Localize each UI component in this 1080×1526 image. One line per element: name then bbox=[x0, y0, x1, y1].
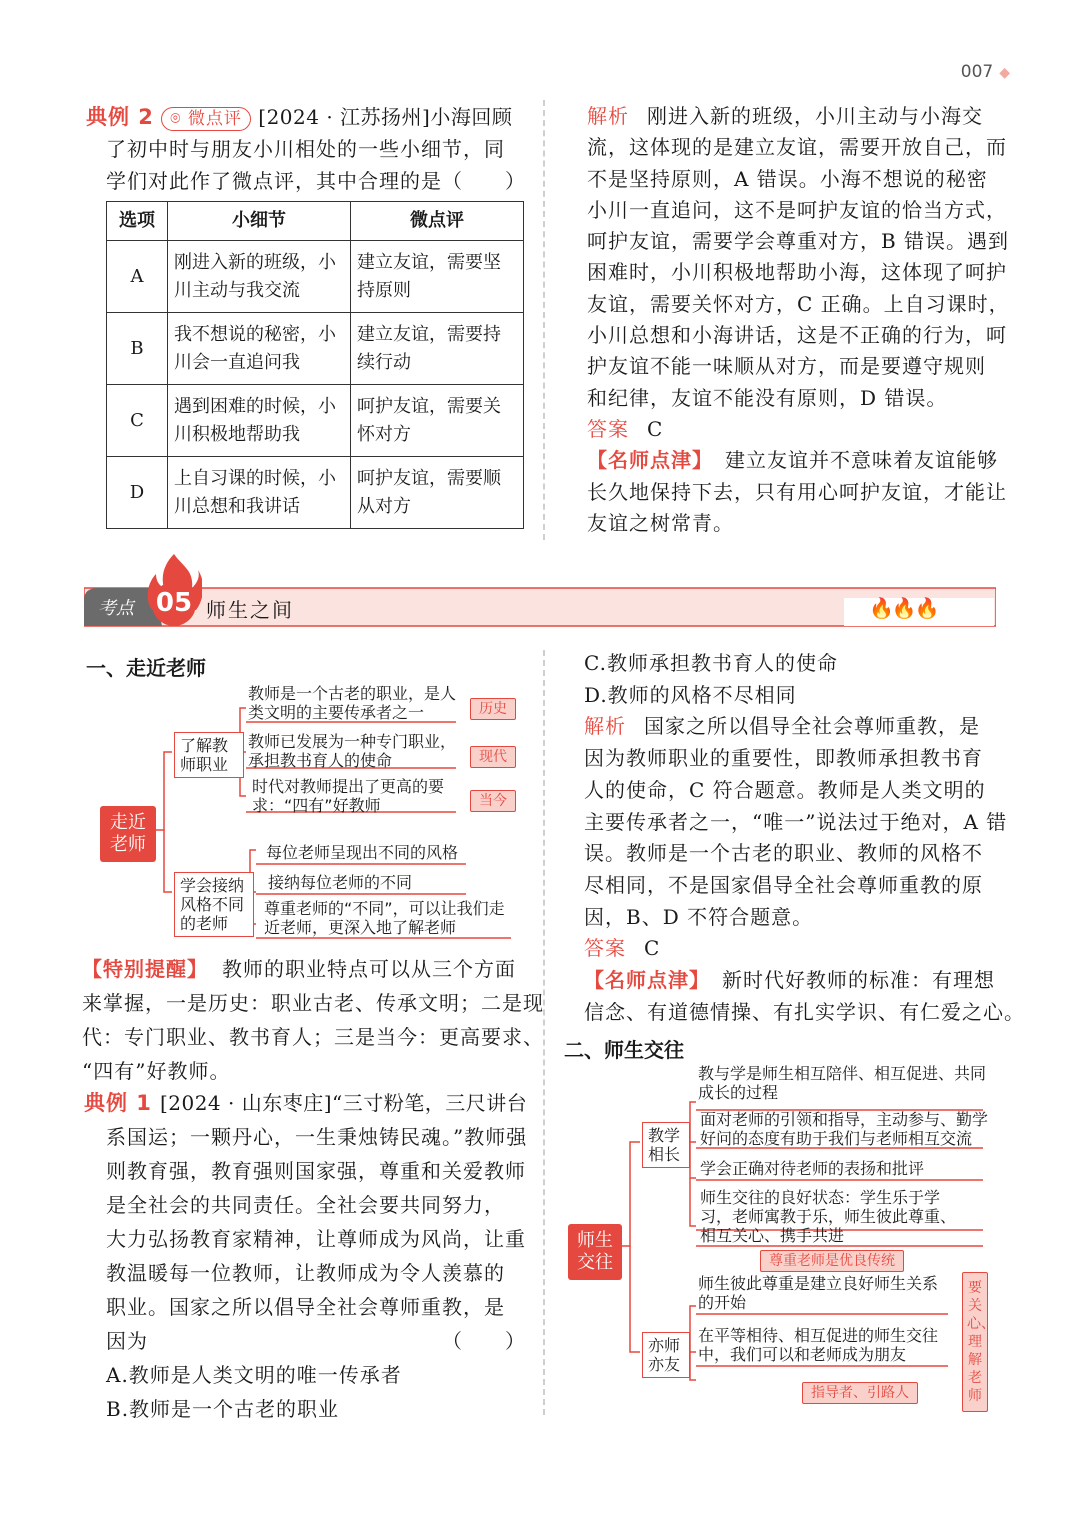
table-row bbox=[107, 241, 524, 313]
table-cell-option: A bbox=[107, 241, 168, 313]
analysis2-line: 小川总想和小海讲话，这是不正确的行为，呵 bbox=[587, 323, 1007, 348]
example1-option-a: A.教师是人类文明的唯一传承者 bbox=[106, 1363, 402, 1387]
reminder-line: 教师的职业特点可以从三个方面 bbox=[222, 957, 516, 981]
table-cell-comment: 呵护友谊，需要顺从对方 bbox=[351, 457, 524, 529]
pin-icon: ⌾ bbox=[170, 109, 182, 129]
example1-question bbox=[84, 1086, 536, 1426]
mindmap-1-leaf1: 教师是一个古老的职业，是人类文明的主要传承者之一 bbox=[248, 684, 457, 722]
analysis2-tip-line: 长久地保持下去，只有用心呵护友谊，才能让 bbox=[587, 479, 1007, 504]
column-divider-top bbox=[543, 100, 545, 540]
analysis2-line: 小川一直追问，这不是呵护友谊的恰当方式， bbox=[587, 197, 1007, 222]
mindmap-2-side-note: 要关心、理解老师 bbox=[962, 1272, 988, 1412]
section1-title: 一、走近老师 bbox=[86, 656, 206, 680]
analysis2-line: 不是坚持原则，A 错误。小海不想说的秘密 bbox=[587, 166, 988, 191]
example2-line2: 了初中时与朋友小川相处的一些小细节，同 bbox=[106, 137, 505, 161]
reminder-line: 代：专门职业、教书育人；三是当今：更高要求、 bbox=[82, 1025, 544, 1049]
mindmap-2-leaf6: 在平等相待、相互促进的师生交往中，我们可以和老师成为朋友 bbox=[698, 1326, 939, 1364]
table-cell-option: C bbox=[107, 385, 168, 457]
mindmap-1-tag1: 历史 bbox=[470, 698, 516, 720]
table-cell-comment: 建立友谊，需要坚持原则 bbox=[351, 241, 524, 313]
table-cell-comment: 呵护友谊，需要关怀对方 bbox=[351, 385, 524, 457]
mindmap-2-leaf1: 教与学是师生相互陪伴、相互促进、共同成长的过程 bbox=[698, 1064, 987, 1102]
analysis1-tip-line: 信念、有道德情操、有扎实学识、有仁爱之心。 bbox=[584, 999, 1025, 1024]
table-row bbox=[107, 385, 524, 457]
table-cell-option: D bbox=[107, 457, 168, 529]
example2-line3: 学们对此作了微点评，其中合理的是 bbox=[106, 169, 442, 193]
analysis2-answer: C bbox=[647, 416, 664, 441]
kaodian-banner bbox=[84, 584, 996, 628]
fire-rating-icon: 🔥🔥🔥 bbox=[869, 596, 938, 620]
analysis1-label: 解析 bbox=[584, 714, 626, 739]
analysis1-line: 尽相同，不是国家倡导全社会尊师重教的原 bbox=[584, 872, 983, 897]
mindmap-1-tag2: 现代 bbox=[470, 746, 516, 768]
example1-line: [2024 · 山东枣庄]“三寸粉笔，三尺讲台 bbox=[159, 1091, 528, 1115]
analysis2-label: 解析 bbox=[587, 104, 629, 128]
table-cell-comment: 建立友谊，需要持续行动 bbox=[351, 313, 524, 385]
mindmap-1-branch2: 学会接纳风格不同的老师 bbox=[174, 872, 254, 937]
table-cell-detail: 我不想说的秘密，小川会一直追问我 bbox=[168, 313, 351, 385]
analysis1-tip-label: 【名师点津】 bbox=[584, 968, 710, 993]
analysis2-line: 刚进入新的班级，小川主动与小海交 bbox=[647, 104, 983, 128]
mindmap-1-root: 走近老师 bbox=[100, 806, 156, 862]
mindmap-1-tag3: 当今 bbox=[470, 790, 516, 812]
table-cell-option: B bbox=[107, 313, 168, 385]
mindmap-1-leaf4: 每位老师呈现出不同的风格 bbox=[266, 843, 459, 862]
analysis1 bbox=[584, 648, 1025, 1028]
example1-line: 教温暖每一位教师，让教师成为令人羡慕的 bbox=[106, 1261, 505, 1285]
reminder-line: “四有”好教师。 bbox=[82, 1059, 231, 1083]
example1-paren: （ ） bbox=[442, 1329, 526, 1353]
mindmap-1 bbox=[96, 680, 536, 940]
example2-label: 典例 2 bbox=[86, 105, 154, 129]
analysis2-tip-line: 友谊之树常青。 bbox=[587, 510, 734, 535]
mindmap-2-ribbon1: 尊重老师是优良传统 bbox=[760, 1250, 904, 1272]
mindmap-1-leaf2: 教师已发展为一种专门职业，承担教书育人的使命 bbox=[248, 732, 457, 770]
page-number: 007 ◆ bbox=[960, 62, 1010, 82]
section1-reminder bbox=[82, 952, 544, 1088]
analysis1-tip-line: 新时代好教师的标准：有理想 bbox=[722, 968, 995, 993]
analysis2-line: 流，这体现的是建立友谊，需要开放自己，而 bbox=[587, 135, 1007, 160]
mindmap-2-branch1: 教学相长 bbox=[642, 1122, 690, 1168]
example1-line: 因为 bbox=[106, 1329, 148, 1353]
mindmap-2-branch2: 亦师亦友 bbox=[642, 1332, 690, 1378]
analysis2-tip-label: 【名师点津】 bbox=[587, 448, 713, 473]
analysis1-line: 误。教师是一个古老的职业、教师的风格不 bbox=[584, 841, 983, 866]
mindmap-2-leaf2: 面对老师的引领和指导，主动参与、勤学好问的态度有助于我们与老师相互交流 bbox=[700, 1110, 989, 1148]
mindmap-2-ribbon2: 指导者、引路人 bbox=[802, 1382, 918, 1404]
analysis2-line: 护友谊不能一味顺从对方，而是要遵守规则 bbox=[587, 354, 986, 379]
analysis1-line: 主要传承者之一，“唯一”说法过于绝对，A 错 bbox=[584, 809, 1008, 834]
banner-number: 05 bbox=[155, 588, 193, 618]
example1-line: 大力弘扬教育家精神，让尊师成为风尚，让重 bbox=[106, 1227, 526, 1251]
example2-tag: ⌾ 微点评 bbox=[161, 107, 251, 131]
analysis1-line: 因为教师职业的重要性，即教师承担教书育 bbox=[584, 746, 983, 771]
section2-title: 二、师生交往 bbox=[564, 1038, 684, 1062]
table-row bbox=[107, 313, 524, 385]
table-cell-detail: 刚进入新的班级，小川主动与我交流 bbox=[168, 241, 351, 313]
table-header-comment: 微点评 bbox=[351, 202, 524, 241]
example1-label: 典例 1 bbox=[84, 1091, 152, 1115]
analysis2-line: 呵护友谊，需要学会尊重对方，B 错误。遇到 bbox=[587, 229, 1010, 254]
example1-option-d: D.教师的风格不尽相同 bbox=[584, 682, 797, 707]
table-header-option: 选项 bbox=[107, 202, 168, 241]
analysis2-line: 友谊，需要关怀对方，C 正确。上自习课时， bbox=[587, 291, 1010, 316]
mindmap-2-leaf5: 师生彼此尊重是建立良好师生关系的开始 bbox=[698, 1274, 939, 1312]
example1-line: 职业。国家之所以倡导全社会尊师重教，是 bbox=[106, 1295, 505, 1319]
analysis2-answer-label: 答案 bbox=[587, 416, 629, 441]
banner-title: 师生之间 bbox=[206, 598, 294, 622]
table-cell-detail: 上自习课的时候，小川总想和我讲话 bbox=[168, 457, 351, 529]
example2-question bbox=[86, 101, 536, 197]
analysis1-answer: C bbox=[644, 936, 661, 961]
example2-table bbox=[106, 201, 524, 529]
banner-kaodian: 考点 bbox=[98, 598, 134, 619]
analysis1-line: 因，B、D 不符合题意。 bbox=[584, 904, 814, 929]
mindmap-1-leaf3: 时代对教师提出了更高的要求：“四有”好教师 bbox=[252, 777, 445, 815]
table-header-detail: 小细节 bbox=[168, 202, 351, 241]
analysis1-line: 人的使命，C 符合题意。教师是人类文明的 bbox=[584, 777, 986, 802]
mindmap-1-leaf5: 接纳每位老师的不同 bbox=[268, 873, 413, 892]
analysis2-tip-line: 建立友谊并不意味着友谊能够 bbox=[725, 448, 998, 473]
reminder-line: 来掌握，一是历史：职业古老、传承文明；二是现 bbox=[82, 991, 544, 1015]
mindmap-2-root: 师生交往 bbox=[568, 1224, 622, 1280]
analysis1-line: 国家之所以倡导全社会尊师重教，是 bbox=[644, 714, 980, 739]
example1-line: 则教育强，教育强则国家强，尊重和关爱教师 bbox=[106, 1159, 526, 1183]
mindmap-1-branch1: 了解教师职业 bbox=[174, 732, 244, 778]
analysis2-line: 困难时，小川积极地帮助小海，这体现了呵护 bbox=[587, 260, 1007, 285]
example2-line1: [2024 · 江苏扬州]小海回顾 bbox=[258, 105, 513, 129]
example2-paren: （ ） bbox=[442, 169, 526, 193]
mindmap-2-leaf3: 学会正确对待老师的表扬和批评 bbox=[700, 1159, 925, 1178]
example1-line: 是全社会的共同责任。全社会要共同努力， bbox=[106, 1193, 505, 1217]
reminder-label: 【特别提醒】 bbox=[82, 957, 208, 981]
analysis2 bbox=[587, 101, 1010, 539]
example1-line: 系国运；一颗丹心，一生秉烛铸民魂。”教师强 bbox=[106, 1125, 528, 1149]
analysis2-line: 和纪律，友谊不能没有原则，D 错误。 bbox=[587, 385, 948, 410]
table-row bbox=[107, 457, 524, 529]
mindmap-2 bbox=[568, 1060, 1000, 1420]
mindmap-1-leaf6: 尊重老师的“不同”，可以让我们走近老师，更深入地了解老师 bbox=[264, 899, 505, 937]
example1-option-c: C.教师承担教书育人的使命 bbox=[584, 651, 838, 675]
table-cell-detail: 遇到困难的时候，小川积极地帮助我 bbox=[168, 385, 351, 457]
analysis1-answer-label: 答案 bbox=[584, 936, 626, 961]
mindmap-2-leaf4: 师生交往的良好状态：学生乐于学习，老师寓教于乐，师生彼此尊重、相互关心、携手共进 bbox=[700, 1188, 957, 1245]
example1-option-b: B.教师是一个古老的职业 bbox=[106, 1397, 340, 1421]
